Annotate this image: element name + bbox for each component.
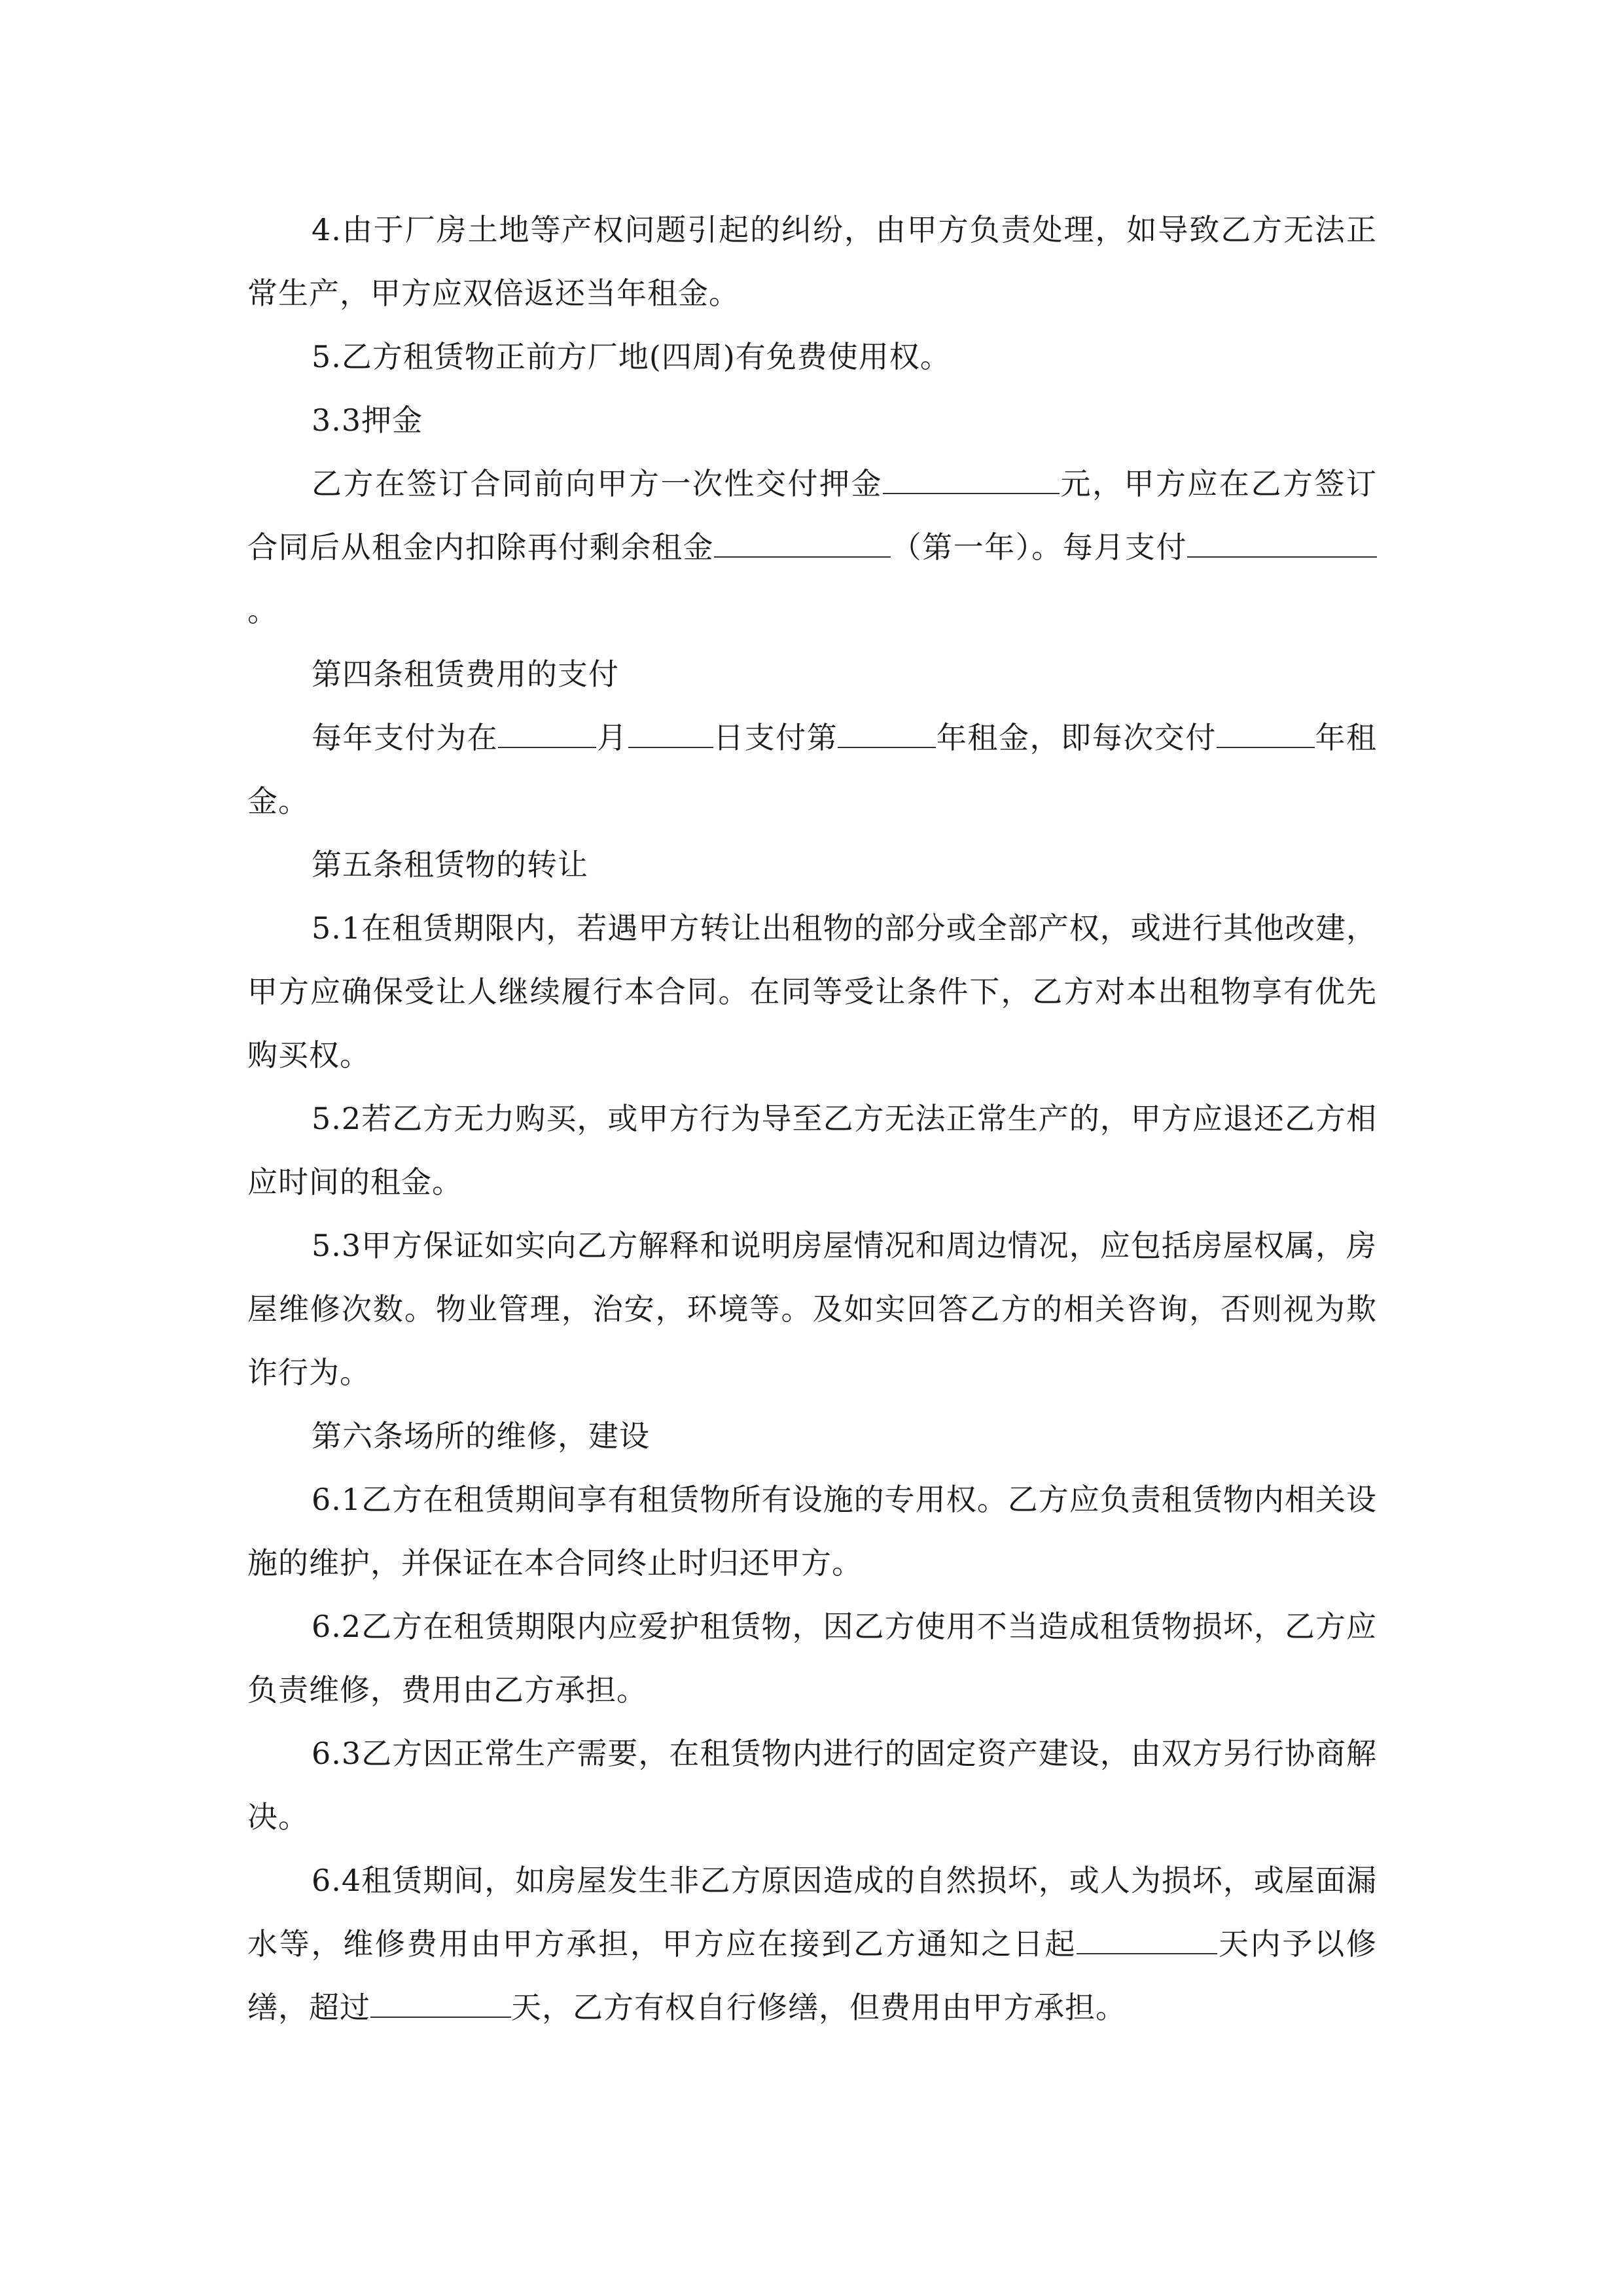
- monthly-payment-blank[interactable]: [1187, 530, 1377, 558]
- clause-6-1-text: 6.1乙方在租赁期间享有租赁物所有设施的专用权。乙方应负责租赁物内相关设施的维护，并保证在本合同终止时归还甲方。: [247, 1482, 1377, 1581]
- article-4-heading: [247, 643, 1377, 706]
- clause-5-1-text: 5.1在租赁期限内，若遇甲方转让出租物的部分或全部产权，或进行其他改建，甲方应确保受让人继续履行本合同。在同等受让条件下，乙方对本出租物享有优先购买权。: [247, 910, 1377, 1073]
- payment-years-per-installment-blank[interactable]: [1217, 721, 1315, 748]
- deposit-text-a: 乙方在签订合同前向甲方一次性交付押金: [312, 466, 883, 501]
- payment-year-blank[interactable]: [838, 721, 936, 748]
- clause-6-4-text-b: 天内予以修缮，超过: [247, 1926, 1378, 2025]
- section-3-3-heading: [247, 389, 1377, 452]
- clause-6-4: [247, 1849, 1377, 2039]
- clause-6-2: [247, 1595, 1377, 1722]
- clause-5: [247, 325, 1377, 389]
- deposit-amount-blank[interactable]: [883, 467, 1060, 494]
- clause-6-4-text-a: 6.4租赁期间，如房屋发生非乙方原因造成的自然损坏，或人为损坏，或屋面漏水等，维修费用由甲方承担，甲方应在接到乙方通知之日起: [247, 1863, 1377, 1962]
- deposit-paragraph: [247, 452, 1377, 643]
- deposit-text-d: 。: [247, 593, 278, 628]
- clause-5-2-text: 5.2若乙方无力购买，或甲方行为导至乙方无法正常生产的，甲方应退还乙方相应时间的租金。: [247, 1101, 1377, 1200]
- payment-month-blank[interactable]: [498, 721, 596, 748]
- section-3-3-heading-text: 3.3押金: [312, 403, 423, 438]
- document-body: [247, 198, 1377, 2039]
- article-5-heading: [247, 833, 1377, 897]
- deposit-text-c: （第一年）。每月支付: [891, 529, 1188, 565]
- clause-6-3: [247, 1722, 1377, 1849]
- payment-text-d: 年租金，即每次交付: [936, 720, 1217, 755]
- article-5-heading-text: 第五条租赁物的转让: [312, 847, 588, 882]
- payment-day-blank[interactable]: [628, 721, 713, 748]
- payment-text-e: 年租金。: [247, 720, 1378, 819]
- clause-6-4-text-c: 天，乙方有权自行修缮，但费用由甲方承担。: [511, 1990, 1126, 2025]
- overdue-days-blank[interactable]: [370, 1990, 511, 2018]
- clause-6-3-text: 6.3乙方因正常生产需要，在租赁物内进行的固定资产建设，由双方另行协商解决。: [247, 1736, 1377, 1835]
- article-6-heading: [247, 1405, 1377, 1468]
- remaining-rent-blank[interactable]: [714, 530, 891, 558]
- clause-5-3: [247, 1214, 1377, 1405]
- article-6-heading-text: 第六条场所的维修，建设: [312, 1418, 650, 1454]
- clause-6-2-text: 6.2乙方在租赁期限内应爱护租赁物，因乙方使用不当造成租赁物损坏，乙方应负责维修，费用由乙方承担。: [247, 1609, 1377, 1708]
- clause-5-text: 5.乙方租赁物正前方厂地(四周)有免费使用权。: [312, 339, 951, 374]
- payment-text-b: 月: [596, 720, 628, 755]
- clause-4-text: 4.由于厂房土地等产权问题引起的纠纷，由甲方负责处理，如导致乙方无法正常生产，甲方应双倍返还当年租金。: [247, 212, 1377, 311]
- clause-4: [247, 198, 1377, 325]
- deposit-text-b: 元，甲方应在乙方签订合同后从租金内扣除再付剩余租金: [247, 466, 1377, 565]
- article-4-heading-text: 第四条租赁费用的支付: [312, 656, 619, 692]
- payment-paragraph: [247, 706, 1377, 833]
- clause-5-3-text: 5.3甲方保证如实向乙方解释和说明房屋情况和周边情况，应包括房屋权属，房屋维修次数。物业管理，治安，环境等。及如实回答乙方的相关咨询，否则视为欺诈行为。: [247, 1228, 1377, 1390]
- payment-text-c: 日支付第: [713, 720, 838, 755]
- clause-5-2: [247, 1087, 1377, 1214]
- clause-6-1: [247, 1468, 1377, 1595]
- payment-text-a: 每年支付为在: [312, 720, 499, 755]
- clause-5-1: [247, 897, 1377, 1087]
- repair-days-blank[interactable]: [1077, 1927, 1217, 1954]
